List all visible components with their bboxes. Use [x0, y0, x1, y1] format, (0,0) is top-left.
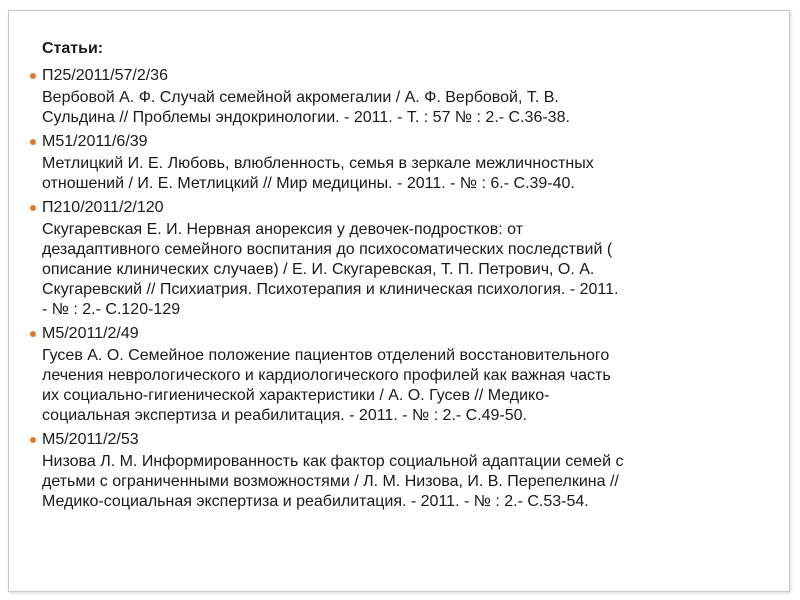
bullet-icon	[30, 205, 36, 211]
article-citation	[30, 220, 775, 320]
citation-line: Низова Л. М. Информированность как фактор социальной адаптации семей с	[42, 453, 624, 470]
citation-line: - № : 2.- С.120-129	[42, 301, 181, 318]
bullet-icon	[30, 437, 36, 443]
citation-line: Вербовой А. Ф. Случай семейной акромегалии / А. Ф. Вербовой, Т. В.	[42, 89, 559, 106]
bullet-icon	[30, 73, 36, 79]
article-entry	[30, 428, 775, 512]
article-citation	[30, 346, 775, 426]
article-code: М51/2011/6/39	[30, 130, 775, 154]
citation-line: Медико-социальная экспертиза и реабилитация. - 2011. - № : 2.- С.53-54.	[42, 493, 589, 510]
bullet-icon	[30, 331, 36, 337]
article-entry	[30, 196, 775, 320]
citation-line: социальная экспертиза и реабилитация. - 2011. - № : 2.- С.49-50.	[42, 407, 527, 424]
article-entry	[30, 64, 775, 128]
article-citation	[30, 452, 775, 512]
citation-line: лечения неврологического и кардиологического профилей как важная часть	[42, 367, 611, 384]
citation-line: дезадаптивного семейного воспитания до психосоматических последствий (	[42, 241, 613, 258]
article-code: М5/2011/2/49	[30, 322, 775, 346]
citation-line: описание клинических случаев) / Е. И. Скугаревская, Т. П. Петрович, О. А.	[42, 261, 595, 278]
slide-content	[30, 38, 775, 514]
citation-line: Метлицкий И. Е. Любовь, влюбленность, семья в зеркале межличностных	[42, 155, 594, 172]
article-code: П25/2011/57/2/36	[30, 64, 775, 88]
citation-line: Скугаревская Е. И. Нервная анорексия у девочек-подростков: от	[42, 221, 524, 238]
article-code: П210/2011/2/120	[30, 196, 775, 220]
citation-line: Гусев А. О. Семейное положение пациентов отделений восстановительного	[42, 347, 610, 364]
bullet-icon	[30, 139, 36, 145]
citation-line: Сульдина // Проблемы эндокринологии. - 2011. - Т. : 57 № : 2.- С.36-38.	[42, 109, 570, 126]
article-citation	[30, 88, 775, 128]
citation-line: их социально-гигиенической характеристики / А. О. Гусев // Медико-	[42, 387, 550, 404]
article-citation	[30, 154, 775, 194]
slide-heading: Статьи:	[42, 40, 104, 57]
article-entry	[30, 322, 775, 426]
citation-line: Скугаревский // Психиатрия. Психотерапия и клиническая психология. - 2011.	[42, 281, 619, 298]
citation-line: отношений / И. Е. Метлицкий // Мир медицины. - 2011. - № : 6.- С.39-40.	[42, 175, 575, 192]
article-code: М5/2011/2/53	[30, 428, 775, 452]
citation-line: детьми с ограниченными возможностями / Л. М. Низова, И. В. Перепелкина //	[42, 473, 619, 490]
article-entry	[30, 130, 775, 194]
